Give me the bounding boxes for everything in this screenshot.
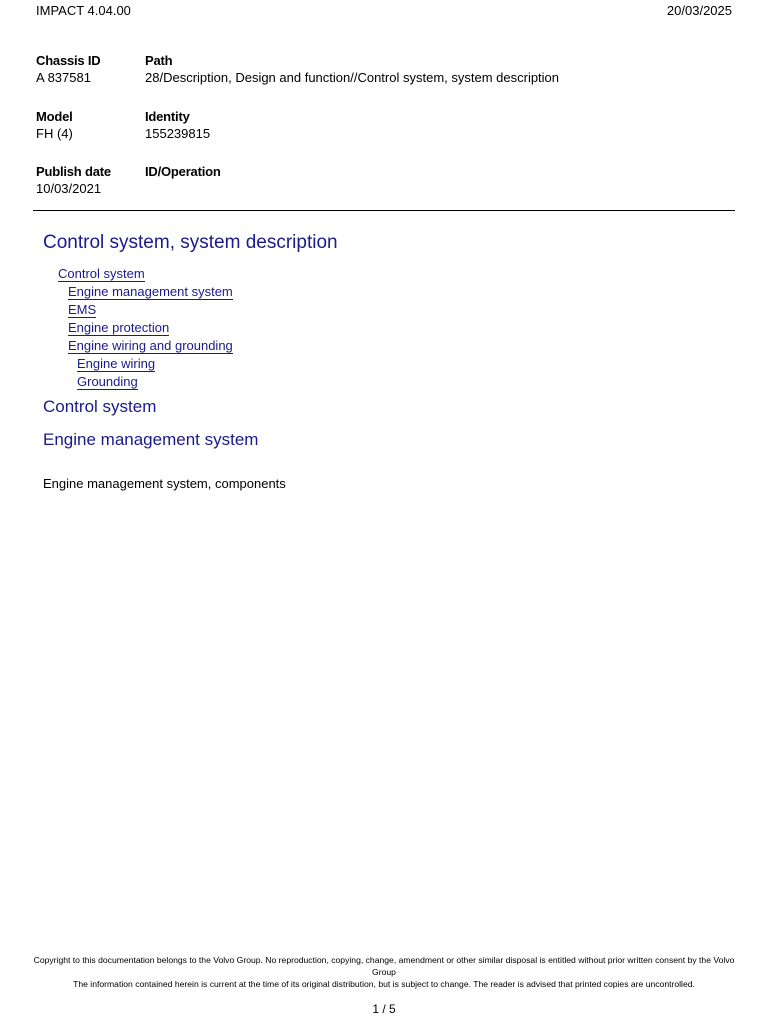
print-date: 20/03/2025 bbox=[666, 3, 732, 18]
meta-row-publish bbox=[36, 164, 736, 220]
toc-link-engine-protection[interactable]: Engine protection bbox=[68, 320, 170, 335]
identity-label: Identity bbox=[145, 108, 190, 124]
toc-link-engine-management-system[interactable]: Engine management system bbox=[68, 284, 233, 299]
document-metadata bbox=[36, 53, 736, 220]
app-version: IMPACT 4.04.00 bbox=[36, 3, 131, 18]
body-paragraph: Engine management system, components bbox=[43, 476, 286, 491]
table-of-contents bbox=[43, 266, 233, 392]
header-divider bbox=[33, 210, 735, 211]
chassis-id-label: Chassis ID bbox=[36, 53, 101, 68]
page-number: 1 / 5 bbox=[372, 1002, 396, 1016]
copyright-notice: Copyright to this documentation belongs to the Volvo Group. No reproduction, copying, change, amendment or other similar disposal is entitled without prior written consent by the Volvo Group bbox=[33, 955, 735, 977]
publish-date-label: Publish date bbox=[36, 164, 111, 179]
copyright-footer bbox=[30, 954, 738, 990]
toc-link-engine-wiring-and-grounding[interactable]: Engine wiring and grounding bbox=[68, 338, 233, 353]
section-heading-control-system: Control system bbox=[43, 397, 157, 416]
toc-link-engine-wiring[interactable]: Engine wiring bbox=[77, 356, 156, 371]
meta-row-model bbox=[36, 109, 736, 165]
publish-date-value: 10/03/2021 bbox=[36, 181, 102, 196]
distribution-notice: The information contained herein is current at the time of its original distribution, but is subject to change. The reader is advised that printed copies are uncontrolled. bbox=[73, 979, 695, 989]
chassis-id-value: A 837581 bbox=[36, 70, 91, 85]
document-title: Control system, system description bbox=[43, 232, 338, 253]
toc-link-grounding[interactable]: Grounding bbox=[77, 374, 138, 389]
path-label: Path bbox=[145, 53, 173, 68]
model-label: Model bbox=[36, 108, 73, 124]
path-value: 28/Description, Design and function//Control system, system description bbox=[145, 70, 560, 85]
section-heading-engine-management: Engine management system bbox=[43, 430, 259, 449]
model-value: FH (4) bbox=[36, 125, 73, 141]
toc-link-ems[interactable]: EMS bbox=[68, 302, 97, 317]
identity-value: 155239815 bbox=[145, 125, 211, 141]
meta-row-chassis bbox=[36, 53, 736, 109]
id-operation-label: ID/Operation bbox=[145, 164, 221, 179]
toc-link-control-system[interactable]: Control system bbox=[58, 266, 145, 281]
page-header bbox=[36, 3, 732, 19]
